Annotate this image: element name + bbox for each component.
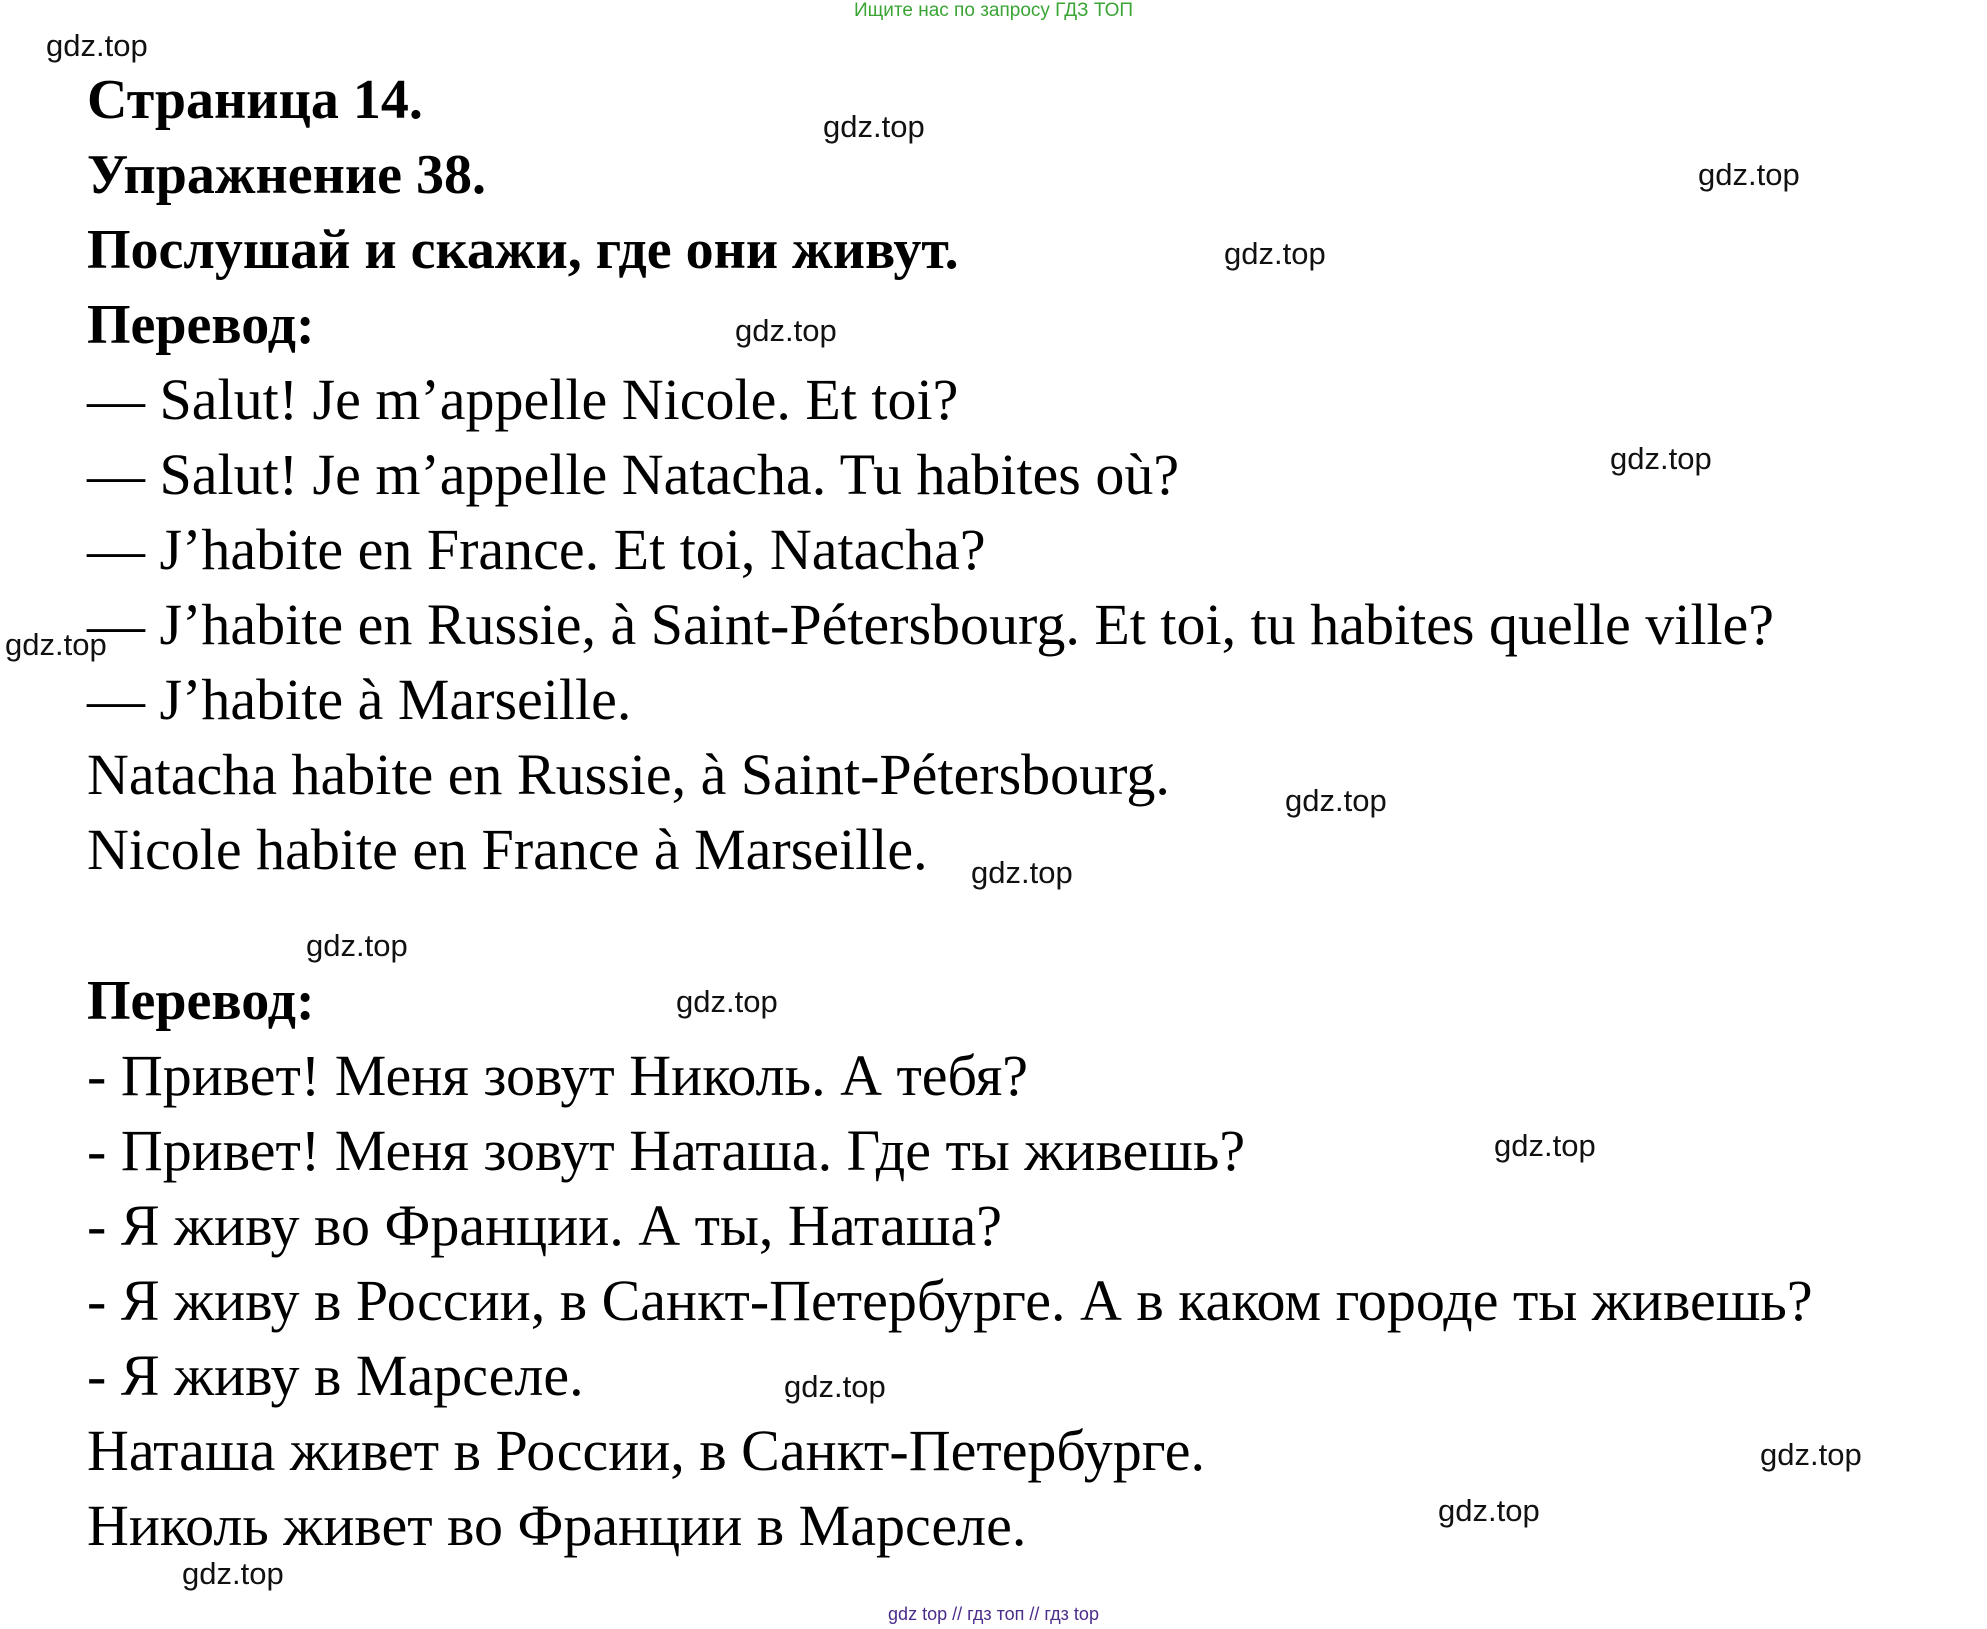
french-line: — Salut! Je m’appelle Nicole. Et toi? [87,367,959,432]
translation-heading-russian: Перевод: [87,970,315,1032]
watermark: gdz.top [1438,1493,1540,1528]
russian-summary-line: Наташа живет в России, в Санкт-Петербурге. [87,1418,1206,1483]
watermark: gdz.top [5,627,107,662]
watermark: gdz.top [1610,441,1712,476]
russian-line: - Привет! Меня зовут Николь. А тебя? [87,1043,1029,1108]
french-summary-line: Nicole habite en France à Marseille. [87,817,928,882]
watermark: gdz.top [676,984,778,1019]
translation-heading-french: Перевод: [87,294,315,356]
french-line: — J’habite en France. Et toi, Natacha? [87,517,986,582]
watermark: gdz.top [1760,1437,1862,1472]
russian-line: - Я живу в России, в Санкт-Петербурге. А в каком городе ты живешь? [87,1268,1813,1333]
russian-line: - Привет! Меня зовут Наташа. Где ты живешь? [87,1118,1246,1183]
watermark: gdz.top [784,1369,886,1404]
watermark: gdz.top [1494,1128,1596,1163]
top-search-banner: Ищите нас по запросу ГДЗ ТОП [853,0,1134,21]
russian-summary-line: Николь живет во Франции в Марселе. [87,1493,1027,1558]
russian-line: - Я живу в Марселе. [87,1343,584,1408]
exercise-title: Упражнение 38. [87,144,487,206]
french-summary-line: Natacha habite en Russie, à Saint-Pétersbourg. [87,742,1170,807]
french-line: — J’habite à Marseille. [87,667,632,732]
watermark: gdz.top [735,313,837,348]
watermark: gdz.top [971,855,1073,890]
watermark: gdz.top [823,109,925,144]
watermark: gdz.top [182,1556,284,1591]
watermark: gdz.top [306,928,408,963]
page-title: Страница 14. [87,69,423,131]
russian-line: - Я живу во Франции. А ты, Наташа? [87,1193,1003,1258]
french-line: — J’habite en Russie, à Saint-Pétersbourg. Et toi, tu habites quelle ville? [87,592,1775,657]
french-line: — Salut! Je m’appelle Natacha. Tu habites où? [87,442,1180,507]
footer-watermark: gdz top // гдз топ // гдз top [888,1604,1099,1624]
watermark: gdz.top [1285,783,1387,818]
watermark: gdz.top [1698,157,1800,192]
task-instruction: Послушай и скажи, где они живут. [87,219,959,281]
watermark: gdz.top [1224,236,1326,271]
watermark: gdz.top [46,28,148,63]
